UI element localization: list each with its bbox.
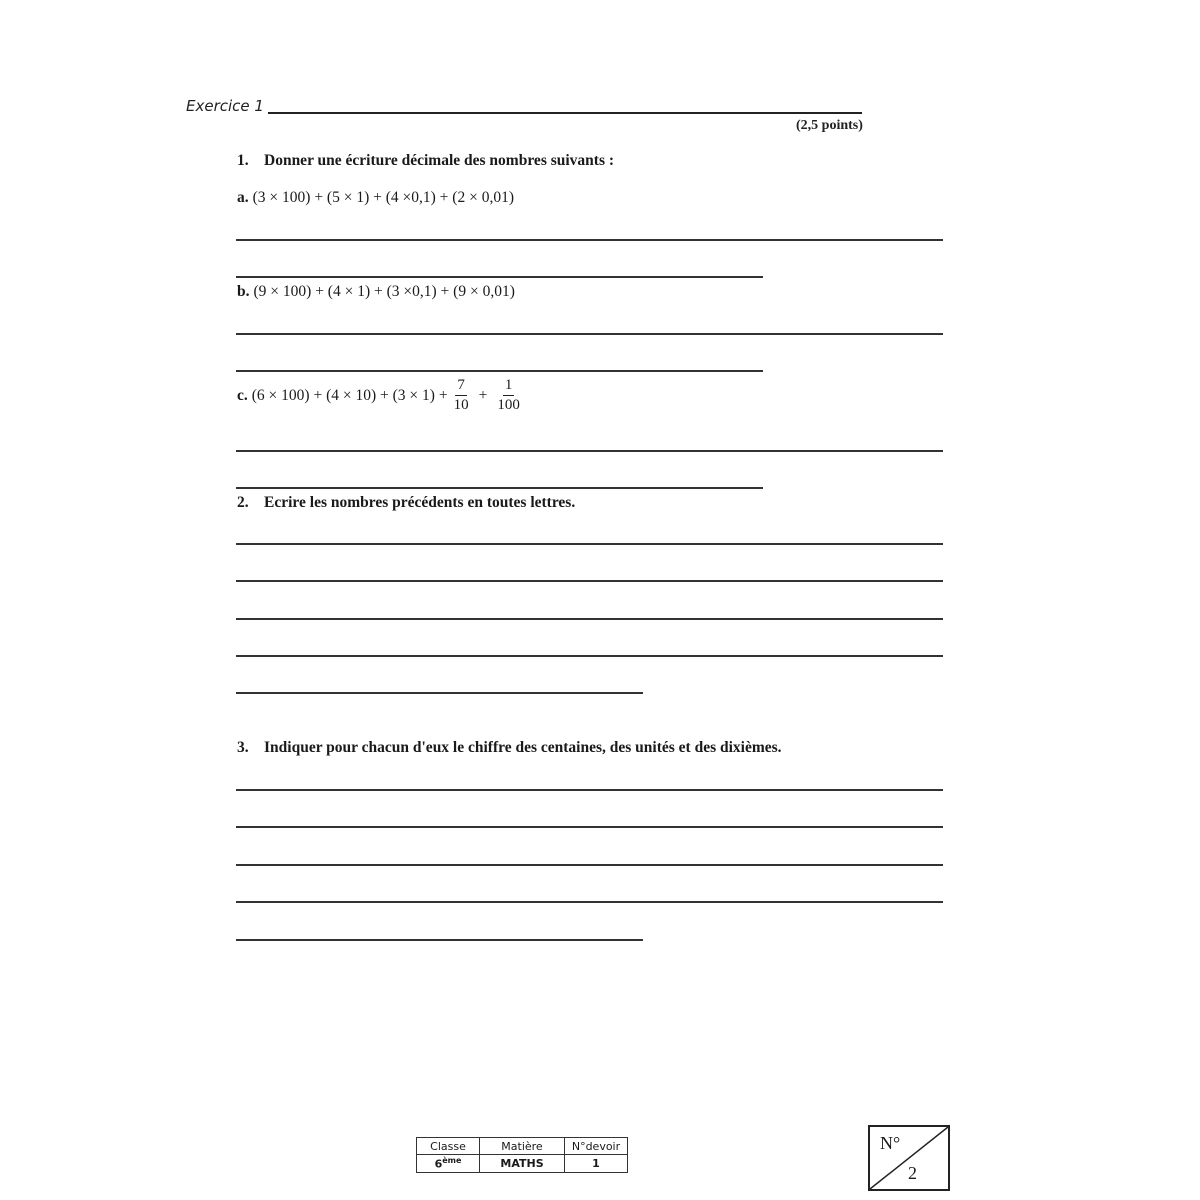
answer-line[interactable] [236,864,943,866]
item-a [237,189,514,207]
subject-value: MATHS [480,1155,565,1173]
header-classe: Classe [417,1138,480,1155]
answer-line[interactable] [236,618,943,620]
question-number: 1. [237,152,249,169]
answer-line[interactable] [236,826,943,828]
question-text: Donner une écriture décimale des nombres suivants : [264,152,615,169]
answer-line[interactable] [236,239,943,241]
item-expression: (9 × 100) + (4 × 1) + (3 ×0,1) + (9 × 0,01) [253,283,515,300]
answer-line[interactable] [236,789,943,791]
question-2 [237,494,575,512]
question-number: 3. [237,739,249,756]
page-number-value: 2 [908,1163,917,1183]
question-1 [237,152,614,170]
item-expression: (3 × 100) + (5 × 1) + (4 ×0,1) + (2 × 0,01) [252,189,514,206]
answer-line[interactable] [236,543,943,545]
answer-line[interactable] [236,939,643,941]
answer-line[interactable] [236,692,643,694]
question-number: 2. [237,494,249,511]
footer-info-table [416,1137,628,1173]
devoir-value: 1 [565,1155,628,1173]
fraction-7-10: $\frac{7}{10}$ [453,377,469,413]
item-expression: (6 × 100) + (4 × 10) + (3 × 1) + [251,386,448,404]
answer-line[interactable] [236,370,763,372]
page-number-box [868,1125,950,1191]
answer-line[interactable] [236,580,943,582]
answer-line[interactable] [236,901,943,903]
answer-line[interactable] [236,487,763,489]
answer-line[interactable] [236,276,763,278]
class-value: 6ème [417,1155,480,1173]
question-text: Indiquer pour chacun d'eux le chiffre des centaines, des unités et des dixièmes. [264,739,782,756]
fraction-1-100: $\frac{1}{100}$ [497,377,520,413]
header-devoir: N°devoir [565,1138,628,1155]
item-b [237,283,515,301]
answer-line[interactable] [236,655,943,657]
question-text: Ecrire les nombres précédents en toutes lettres. [264,494,576,511]
title-underline [268,112,862,114]
item-label: a. [237,189,249,206]
answer-line[interactable] [236,450,943,452]
item-c: c. (6 × 100) + (4 × 10) + (3 × 1) + $\frac{7}{10}$ + $\frac{1}{100}$ [237,377,520,413]
question-3 [237,739,782,757]
item-label: c. [237,386,248,404]
exercise-points: (2,5 points) [796,118,863,133]
item-label: b. [237,283,250,300]
header-matiere: Matière [480,1138,565,1155]
page-number-label: N° [880,1133,901,1153]
answer-line[interactable] [236,333,943,335]
exercise-title: Exercice 1 [186,97,264,115]
